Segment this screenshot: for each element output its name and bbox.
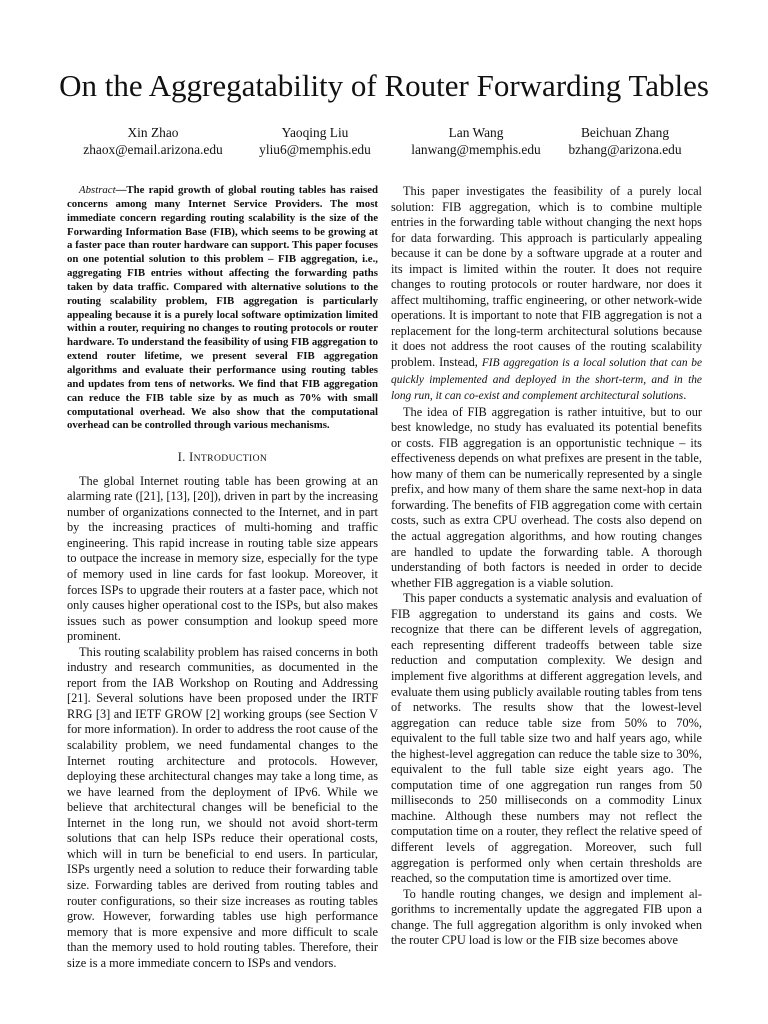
- section-heading-introduction: [67, 450, 378, 467]
- body-paragraph: The global Internet routing table has been growing at an alarming rate ([21], [13], [20]), driven in part by the increasing number of organizations connected to the Internet, and in part by the increasing practices of multi-homing and traffic engineering. This rapid increase in routing table size appears to outpace the increase in memory size, especially for the type of memory used in line cards for fast lookup. Moreover, it forces ISPs to upgrade their routers at a faster pace, which not only causes higher operational cost to the ISPs, but also makes issues such as power consumption and lookup speed more prominent.: [67, 473, 378, 644]
- author-name: Xin Zhao: [127, 125, 179, 140]
- right-column: [391, 184, 702, 949]
- author-name: Beichuan Zhang: [580, 125, 670, 140]
- body-paragraph: To handle routing changes, we design and implement algorithms to incrementally update the aggregated FIB upon a change. The full aggregation algorithm is only invoked when the router CPU load is low or the FIB size becomes above: [391, 886, 702, 948]
- body-paragraph: The idea of FIB aggregation is rather intuitive, but to our best knowledge, no study has evaluated its potential benefits or costs. FIB aggregation is an opportunistic technique – its effectiveness depends on what prefixes are present in the table, how many of them can be numerically represented by a single prefix, and how many of them share the same next-hop in data forwarding. The benefits of FIB aggregation come with certain costs, such as extra CPU overhead. The costs also depend on the actual aggregation algorithms, and how routing changes are handled to update the forwarding table. A thorough understanding of both factors is needed in order to decide whether FIB aggregation is a viable solution.: [391, 404, 702, 590]
- left-column: [67, 184, 378, 971]
- body-paragraph: This routing scalability problem has raised concerns in both industry and research communities, as documented in the report from the IAB Workshop on Routing and Addressing [21]. Several solutions have been proposed under the IRTF RRG [3] and IETF GROW [2] working groups (see Section V for more information). In order to address the root cause of the scalability problem, we need fundamental changes to the Internet routing architecture and protocols. However, deploying these architectural changes may take a long time, as we have learned from the deployment of IPv6. While we believe that architectural changes will be beneficial to the Internet in the long run, we should not avoid short-term solutions that can help ISPs reduce their operational costs, which will in turn be beneficial to end users. In particular, ISPs urgently need a solution to reduce their forwarding table size. Forwarding tables are derived from routing tables and router configurations, so their size increases as routing tables grow. However, forwarding tables use high performance memory that is more expensive and more difficult to scale than the memory used to hold routing tables. Therefore, their size is a more immediate concern to ISPs and vendors.: [67, 644, 378, 970]
- body-paragraph: This paper conducts a systematic analysis and evaluation of FIB aggregation to understand its gains and costs. We recognize that there can be different levels of aggregation, each representing different tradeoffs between table size reduction and computation complexity. We design and implement five algorithms at different aggregation levels, and evaluate them using publicly available routing tables from tens of networks. The results show that the lowest-level aggregation can reduce table size from 50% to 70%, equivalent to the full table size two and half years ago, while the highest-level aggregation can reduce the table size to 30%, equivalent to the full table size eight years ago. The computation time of one aggregation run ranges from 50 milliseconds to 250 milliseconds on a commodity Linux machine. Although these numbers may not reflect the computation time on a router, they reflect the relative speed of different levels of aggregation. Moreover, such full aggregation is performed only when certain thresholds are reached, so the computation time is amortized over time.: [391, 591, 702, 886]
- section-title-initial: I: [189, 450, 194, 465]
- author-email: zhaox@email.arizona.edu: [83, 142, 223, 157]
- author-name: Lan Wang: [448, 125, 504, 140]
- abstract-text: —The rapid growth of global routing tables has raised concerns among many Internet Service Providers. The most immediate concern regarding routing scalability is the size of the Forwarding Information Base (FIB), which seems to be growing at a faster pace than router hardware can support. This paper focuses on one potential solution to this problem – FIB aggregation, i.e., aggregating FIB entries without affecting the forwarding paths taken by data traffic. Compared with alternative solutions to the routing scalability problem, FIB aggregation is particularly appealing because it is a purely local software optimization limited within a router, requiring no changes to routing protocols or router hardware. To understand the feasibility of using FIB aggregation to extend router lifetime, we present several FIB aggregation algorithms and evaluate their performance using routing tables and updates from tens of networks. We find that FIB aggregation can reduce the FIB table size by as much as 70% with small computational overhead. We also show that the computational overhead can be controlled through various mechanisms.: [67, 184, 378, 432]
- paper-title: On the Aggregatability of Router Forwarding Tables: [59, 68, 709, 103]
- section-number: I.: [177, 450, 186, 465]
- body-paragraph: [391, 184, 702, 405]
- author-email: lanwang@memphis.edu: [411, 142, 541, 157]
- abstract-label: Abstract: [79, 184, 116, 196]
- author-name: Yaoqing Liu: [281, 125, 349, 140]
- author-email: yliu6@memphis.edu: [259, 142, 371, 157]
- section-title-rest: NTRODUCTION: [193, 453, 268, 465]
- abstract: [67, 184, 378, 433]
- author-4: [525, 124, 725, 158]
- paragraph-text: This paper investigates the feasibility of a purely local solution: FIB aggregation, which is to combine multiple entries in the forwarding table without changing the next hops for data forwarding. This approach is particularly appealing because it can be done by a software upgrade at a router and its impact is limited within the router. It does not require changes to routing protocols or router hardware, nor does it affect multihoming, traffic engineering, or other network-wide operations. It is important to note that FIB aggregation is not a replacement for the long-term architectural solutions because it does not address the root causes of the routing scalability problem. Instead,: [391, 184, 702, 370]
- emphasis-text: FIB aggregation is a local solution that can be quickly implemented and deployed in the short-term, and in the long run, it can co-exist and complement architectural solutions: [391, 357, 702, 403]
- paragraph-end: .: [683, 388, 687, 403]
- author-block: [0, 124, 768, 164]
- author-email: bzhang@arizona.edu: [568, 142, 682, 157]
